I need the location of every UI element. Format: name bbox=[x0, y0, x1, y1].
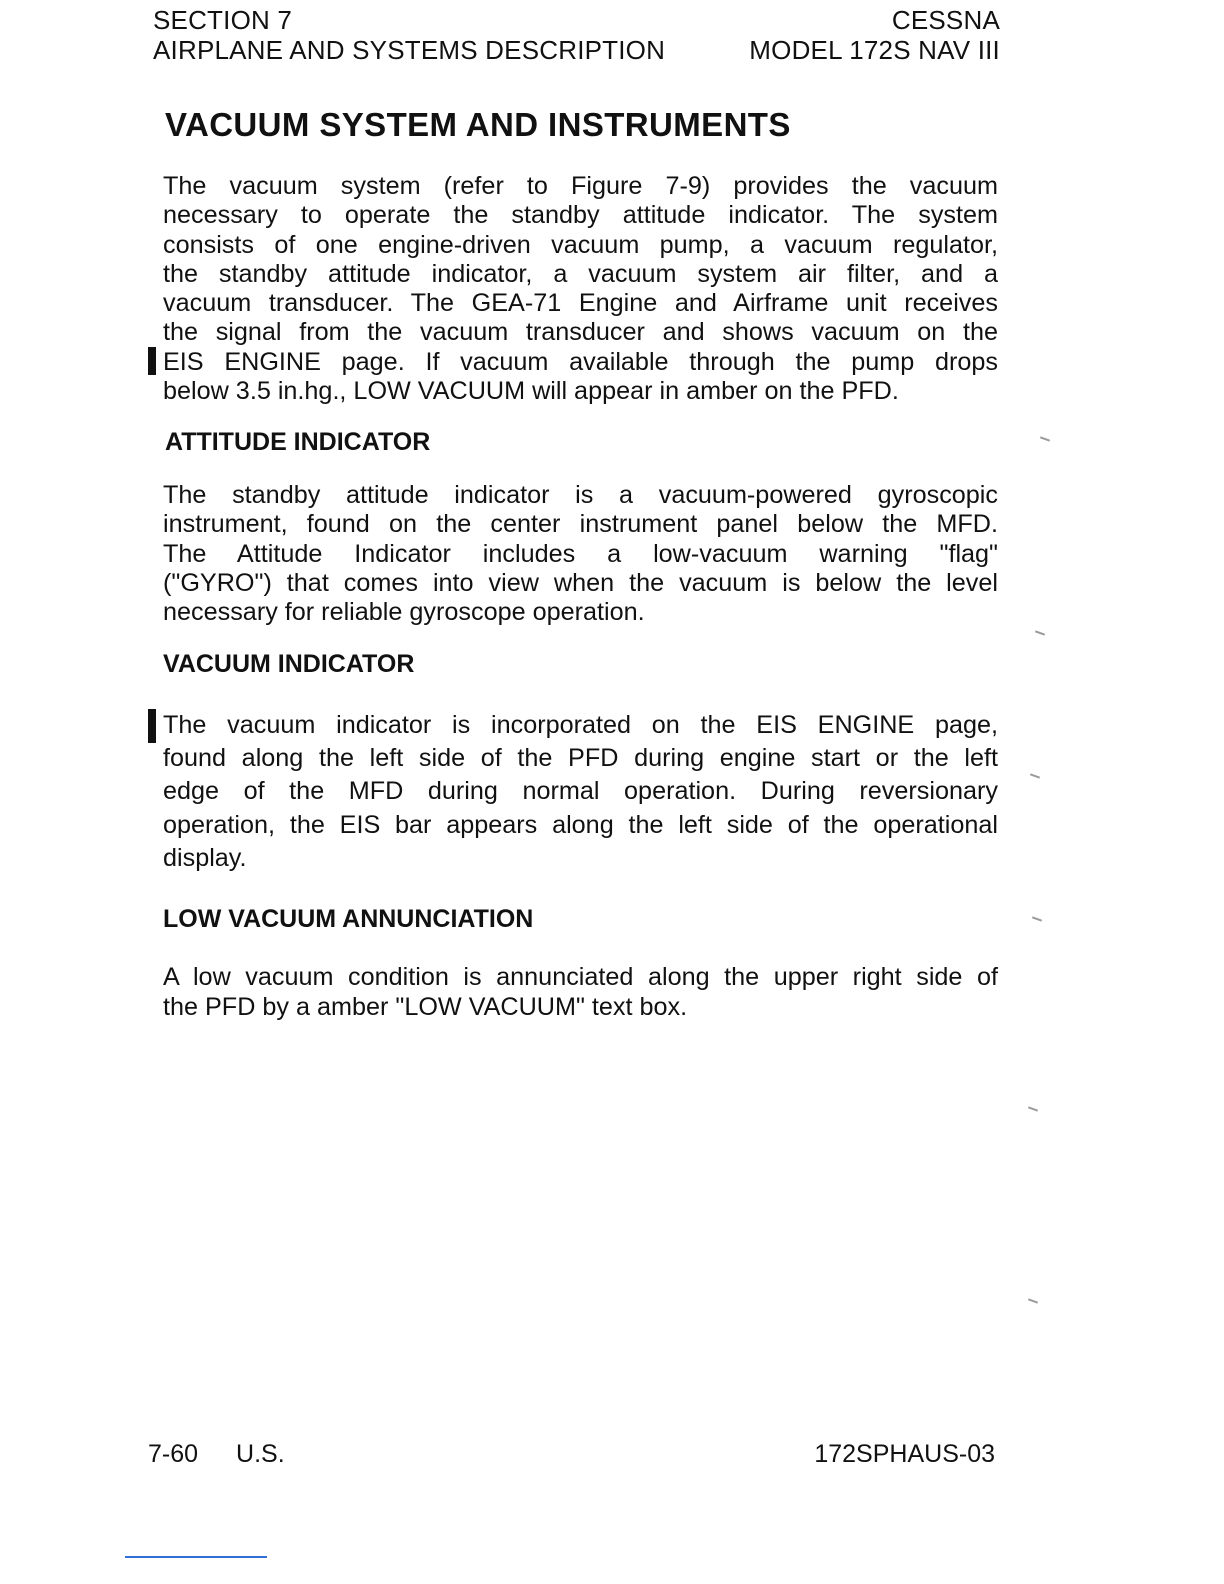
paragraph-line: The standby attitude indicator is a vacuum-powered gyroscopic bbox=[163, 481, 998, 509]
model-label: MODEL 172S NAV III bbox=[749, 35, 1000, 65]
paragraph-line: consists of one engine-driven vacuum pump, a vacuum regulator, bbox=[163, 230, 998, 259]
paragraph-line: instrument, found on the center instrument panel below the MFD. bbox=[163, 510, 998, 539]
low-vacuum-heading: LOW VACUUM ANNUNCIATION bbox=[163, 905, 534, 933]
page-number: 7-60 bbox=[148, 1440, 199, 1468]
revision-change-bar bbox=[148, 709, 156, 743]
scan-artifact bbox=[1028, 1298, 1038, 1303]
paragraph-line: the PFD by a amber "LOW VACUUM" text box. bbox=[163, 992, 688, 1021]
low-vacuum-paragraph bbox=[163, 963, 998, 1022]
paragraph-line: edge of the MFD during normal operation. During reversionary bbox=[163, 777, 998, 806]
paragraph-line: found along the left side of the PFD during engine start or the left bbox=[163, 744, 998, 773]
vacuum-system-paragraph bbox=[163, 172, 998, 406]
paragraph-line: vacuum transducer. The GEA-71 Engine and Airframe unit receives bbox=[163, 289, 998, 318]
document-id: 172SPHAUS-03 bbox=[814, 1440, 995, 1468]
paragraph-line: below 3.5 in.hg., LOW VACUUM will appear in amber on the PFD. bbox=[163, 377, 899, 406]
paragraph-line: the signal from the vacuum transducer and shows vacuum on the bbox=[163, 318, 998, 347]
paragraph-line: EIS ENGINE page. If vacuum available through the pump drops bbox=[163, 347, 998, 376]
scan-artifact bbox=[1028, 1106, 1038, 1111]
paragraph-line: display. bbox=[163, 843, 247, 872]
running-header-left bbox=[153, 5, 665, 65]
paragraph-line: operation, the EIS bar appears along the left side of the operational bbox=[163, 810, 998, 839]
running-header-right bbox=[735, 5, 1000, 65]
bottom-rule bbox=[125, 1556, 267, 1558]
paragraph-line: ("GYRO") that comes into view when the vacuum is below the level bbox=[163, 568, 998, 597]
paragraph-line: The vacuum indicator is incorporated on the EIS ENGINE page, bbox=[163, 711, 998, 739]
page-title: VACUUM SYSTEM AND INSTRUMENTS bbox=[165, 106, 791, 143]
revision-change-bar bbox=[148, 347, 156, 375]
scan-artifact bbox=[1032, 916, 1042, 921]
scan-artifact bbox=[1035, 630, 1045, 635]
manufacturer-label: CESSNA bbox=[891, 5, 1000, 35]
region-label: U.S. bbox=[236, 1440, 285, 1468]
section-label: SECTION 7 bbox=[153, 5, 293, 35]
paragraph-line: The vacuum system (refer to Figure 7-9) provides the vacuum bbox=[163, 172, 998, 200]
scan-artifact bbox=[1030, 773, 1040, 778]
vacuum-indicator-heading: VACUUM INDICATOR bbox=[163, 650, 415, 678]
page-footer-left bbox=[148, 1440, 285, 1469]
paragraph-line: necessary for reliable gyroscope operation. bbox=[163, 598, 645, 627]
paragraph-line: the standby attitude indicator, a vacuum system air filter, and a bbox=[163, 259, 998, 288]
paragraph-line: necessary to operate the standby attitude indicator. The system bbox=[163, 201, 998, 230]
vacuum-indicator-paragraph bbox=[163, 709, 998, 875]
attitude-indicator-heading: ATTITUDE INDICATOR bbox=[165, 428, 431, 456]
section-title: AIRPLANE AND SYSTEMS DESCRIPTION bbox=[153, 35, 666, 65]
scan-artifact bbox=[1040, 436, 1050, 441]
paragraph-line: The Attitude Indicator includes a low-vacuum warning "flag" bbox=[163, 539, 998, 568]
paragraph-line: A low vacuum condition is annunciated along the upper right side of bbox=[163, 963, 998, 991]
attitude-indicator-paragraph bbox=[163, 481, 998, 627]
